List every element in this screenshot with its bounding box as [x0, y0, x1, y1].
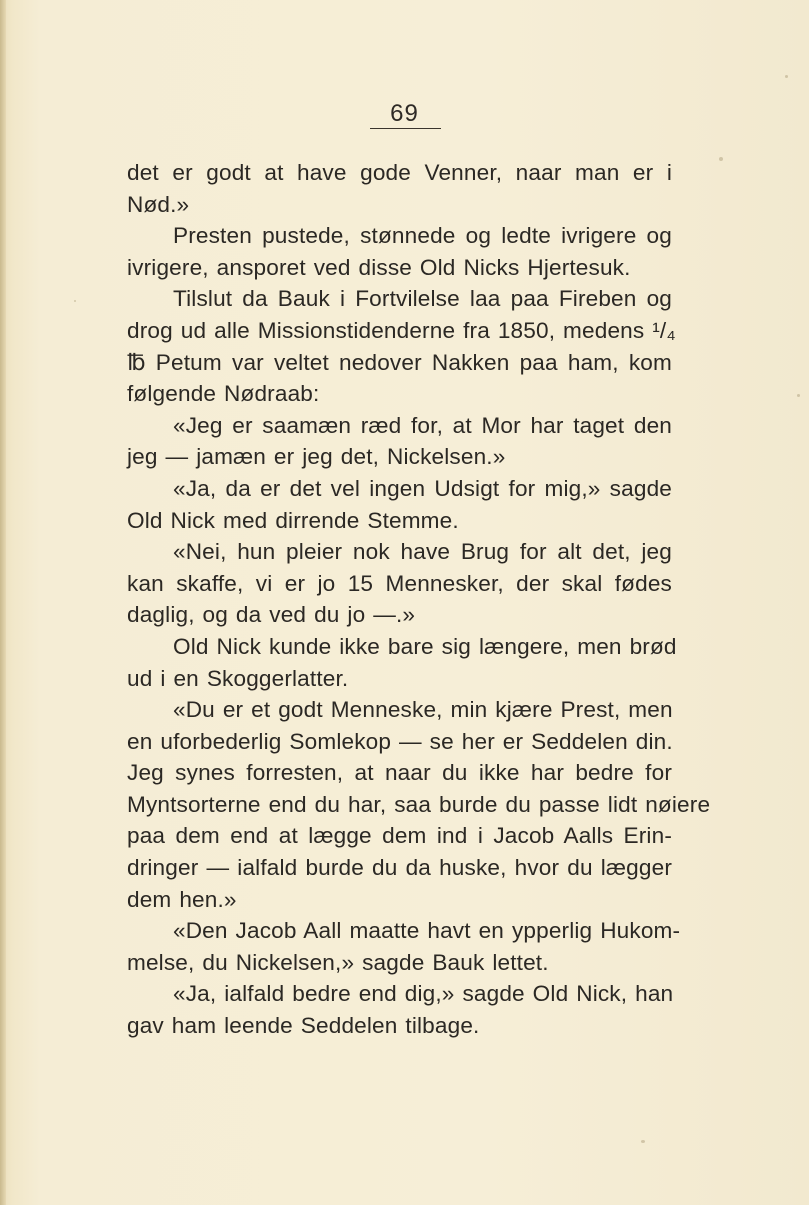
- text-line: «Jeg er saamæn ræd for, at Mor har taget den: [173, 412, 672, 438]
- text-line: ℔ Petum var veltet nedover Nakken paa ham, kom: [127, 349, 672, 375]
- text-line: Old Nick med dirrende Stemme.: [127, 507, 459, 533]
- paper-speck: [785, 75, 788, 78]
- text-line: ud i en Skoggerlatter.: [127, 665, 349, 691]
- text-line: «Ja, ialfald bedre end dig,» sagde Old Nick, han: [173, 981, 674, 1007]
- paper-speck: [641, 1140, 645, 1143]
- page-spine-shadow: [0, 0, 6, 1205]
- text-line: gav ham leende Seddelen tilbage.: [127, 1013, 480, 1039]
- text-line: en uforbederlig Somlekop — se her er Seddelen din.: [127, 728, 673, 754]
- text-line: «Du er et godt Menneske, min kjære Prest, men: [173, 697, 673, 723]
- text-line: «Den Jacob Aall maatte havt en ypperlig Hukom-: [173, 918, 681, 944]
- page-number: 69: [390, 100, 419, 127]
- text-line: paa dem end at lægge dem ind i Jacob Aalls Erin-: [127, 823, 672, 849]
- page-number-rule: [370, 128, 441, 129]
- text-line: Nød.»: [127, 191, 190, 217]
- text-line: følgende Nødraab:: [127, 381, 320, 407]
- text-line: dem hen.»: [127, 886, 237, 912]
- text-line: Jeg synes forresten, at naar du ikke har bedre for: [127, 760, 672, 786]
- body-text: [127, 157, 711, 1042]
- text-line: ivrigere, ansporet ved disse Old Nicks Hjertesuk.: [127, 254, 631, 280]
- text-line: Old Nick kunde ikke bare sig længere, men brød: [173, 633, 677, 659]
- text-line: drog ud alle Missionstidenderne fra 1850, medens ¹/₄: [127, 317, 676, 343]
- text-line: jeg — jamæn er jeg det, Nickelsen.»: [127, 444, 506, 470]
- paper-speck: [74, 300, 76, 302]
- text-line: Presten pustede, stønnede og ledte ivrigere og: [173, 223, 672, 249]
- paper-speck: [719, 157, 723, 161]
- text-line: daglig, og da ved du jo —.»: [127, 602, 416, 628]
- text-line: melse, du Nickelsen,» sagde Bauk lettet.: [127, 949, 549, 975]
- text-line: Myntsorterne end du har, saa burde du passe lidt nøiere: [127, 791, 711, 817]
- text-line: Tilslut da Bauk i Fortvilelse laa paa Fireben og: [173, 286, 672, 312]
- text-line: det er godt at have gode Venner, naar man er i: [127, 160, 672, 185]
- text-line: «Nei, hun pleier nok have Brug for alt det, jeg: [173, 539, 672, 565]
- text-line: kan skaffe, vi er jo 15 Mennesker, der skal fødes: [127, 570, 672, 596]
- text-line: dringer — ialfald burde du da huske, hvor du lægger: [127, 855, 672, 881]
- paper-speck: [797, 394, 800, 397]
- text-line: «Ja, da er det vel ingen Udsigt for mig,» sagde: [173, 475, 672, 501]
